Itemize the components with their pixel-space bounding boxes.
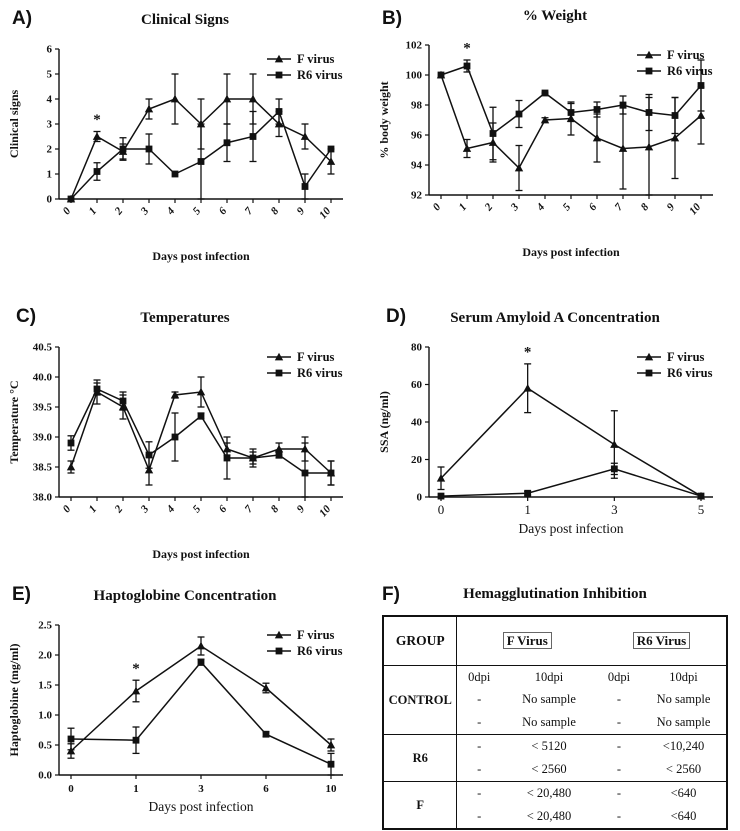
x-axis-ticks: [431, 195, 704, 217]
x-tick-label: 7: [242, 503, 256, 516]
significance-star: *: [463, 40, 471, 57]
hi-cell: -: [597, 782, 641, 806]
hi-cell: <10,240: [641, 735, 727, 759]
square-marker: [276, 648, 283, 655]
square-marker: [646, 370, 653, 377]
panel-letter-f: F): [382, 584, 400, 605]
square-marker: [490, 130, 497, 137]
legend: [637, 350, 713, 380]
hi-cell: -: [477, 762, 482, 776]
series-f-virus: [437, 71, 705, 195]
square-marker: [464, 63, 471, 70]
panel-hemagglutination: [370, 570, 740, 831]
y-axis-label: % body weight: [377, 81, 391, 159]
x-axis-label: Days post infection: [152, 547, 250, 561]
y-tick-label: 40.0: [32, 371, 52, 384]
triangle-marker: [67, 463, 75, 471]
dpi-header-row: [383, 666, 727, 689]
y-tick-label: 38.0: [32, 491, 52, 504]
panel-letter-d: D): [386, 306, 407, 327]
hi-cell: -: [597, 735, 641, 759]
square-marker: [672, 112, 679, 119]
square-marker: [620, 102, 627, 109]
y-tick-label: 80: [411, 341, 422, 354]
square-marker: [611, 465, 618, 472]
x-tick-label: 8: [268, 503, 282, 516]
square-marker: [276, 108, 283, 115]
x-axis-label: Days post infection: [518, 521, 624, 536]
chart-title-haptoglobine: Haptoglobine Concentration: [93, 588, 277, 604]
triangle-marker: [93, 132, 101, 140]
dpi-header: 0dpi: [597, 666, 641, 689]
square-marker: [276, 72, 283, 79]
x-tick-label: 3: [508, 201, 522, 214]
x-tick-label: 3: [138, 503, 152, 516]
x-axis-ticks: [61, 199, 334, 221]
y-tick-label: 1.5: [38, 679, 52, 692]
square-marker: [68, 196, 75, 203]
chart-title-serum-amyloid: Serum Amyloid A Concentration: [450, 310, 660, 326]
panel-letter-a: A): [12, 8, 33, 29]
x-axis-ticks: [438, 497, 705, 517]
legend: [267, 52, 343, 82]
triangle-marker: [132, 687, 140, 695]
y-tick-label: 0: [416, 491, 422, 504]
y-tick-label: 6: [46, 43, 52, 56]
x-tick-label: 7: [612, 201, 626, 214]
square-marker: [146, 146, 153, 153]
series-line: [441, 388, 701, 496]
square-marker: [698, 493, 705, 500]
group-label-r6: R6: [383, 735, 457, 782]
legend: [267, 350, 343, 380]
x-tick-label: 2: [482, 201, 496, 214]
y-tick-label: 0.5: [38, 739, 52, 752]
chart-title-temperatures: Temperatures: [140, 310, 230, 326]
hi-cell: -: [616, 692, 622, 706]
y-axis-ticks: [406, 40, 430, 202]
x-tick-label: 2: [112, 205, 126, 218]
square-marker: [120, 398, 127, 405]
square-marker: [68, 440, 75, 447]
x-tick-label: 5: [190, 503, 204, 516]
triangle-marker: [610, 440, 618, 448]
y-tick-label: 94: [411, 159, 422, 172]
x-tick-label: 9: [294, 205, 308, 218]
x-tick-label: 6: [216, 503, 230, 516]
chart-title-weight: % Weight: [522, 8, 588, 24]
f-virus-header-cell: [457, 616, 597, 666]
y-tick-label: 60: [411, 379, 422, 391]
x-tick-label: 8: [638, 201, 652, 214]
legend-label: F virus: [297, 350, 335, 364]
square-marker: [198, 413, 205, 420]
triangle-marker: [171, 95, 179, 103]
y-axis-label: SSA (ng/ml): [377, 391, 391, 453]
significance-star: *: [93, 112, 101, 128]
square-marker: [94, 386, 101, 393]
y-tick-label: 39.0: [32, 431, 52, 444]
x-tick-label: 10: [317, 503, 334, 520]
r6-virus-header: R6 Virus: [633, 632, 690, 649]
chart-C-svg: [5, 329, 365, 565]
square-marker: [94, 168, 101, 175]
series-f-virus: [437, 364, 705, 500]
group-header-cell: GROUP: [383, 616, 457, 666]
y-axis-label: Clinical signs: [7, 89, 21, 159]
x-tick-label: 0: [437, 502, 445, 517]
y-tick-label: 100: [405, 69, 422, 82]
legend-label: F virus: [297, 628, 335, 642]
x-tick-label: 5: [560, 201, 574, 214]
square-marker: [438, 493, 445, 500]
square-marker: [172, 434, 179, 441]
y-tick-label: 92: [411, 189, 422, 202]
x-tick-label: 6: [586, 201, 600, 214]
square-marker: [646, 68, 653, 75]
legend-label: R6 virus: [297, 68, 343, 82]
square-marker: [172, 171, 179, 178]
panel-clinical-signs: [0, 0, 370, 280]
group-label-control: CONTROL: [383, 666, 457, 735]
square-marker: [594, 106, 601, 113]
panel-temperatures: [0, 280, 370, 570]
x-tick-label: 10: [325, 783, 337, 795]
y-tick-label: 2: [46, 143, 52, 156]
significance-star: *: [523, 344, 532, 361]
x-tick-label: 1: [86, 205, 100, 218]
hi-cell: No sample: [522, 692, 576, 706]
square-marker: [328, 470, 335, 477]
table-row: [383, 782, 727, 806]
triangle-marker: [523, 384, 531, 392]
hi-cell: -: [477, 715, 482, 729]
hi-cell: -: [477, 692, 482, 706]
x-tick-label: 3: [138, 205, 152, 218]
hi-cell: < 2560: [665, 762, 702, 776]
chart-D-svg: [375, 329, 735, 545]
y-tick-label: 96: [411, 129, 422, 142]
square-marker: [198, 659, 205, 666]
chart-clinical-signs: [0, 31, 370, 267]
y-tick-label: 1.0: [38, 709, 52, 722]
hi-cell: -: [457, 782, 501, 806]
x-tick-label: 9: [294, 503, 308, 516]
chart-haptoglobine: [0, 607, 370, 823]
square-marker: [146, 452, 153, 459]
square-marker: [120, 146, 127, 153]
table-header-row: [383, 616, 727, 666]
square-marker: [568, 109, 575, 116]
panel-letter-e: E): [12, 584, 31, 605]
x-axis-label: Days post infection: [148, 799, 254, 814]
y-tick-label: 3: [46, 118, 52, 131]
square-marker: [328, 146, 335, 153]
square-marker: [328, 761, 335, 768]
x-axis-ticks: [61, 497, 334, 519]
y-axis-ticks: [33, 342, 59, 504]
chart-temperatures: [0, 329, 370, 565]
x-tick-label: 0: [430, 201, 444, 214]
legend-label: F virus: [297, 52, 335, 66]
series-line: [71, 662, 331, 764]
legend-label: F virus: [667, 350, 705, 364]
x-tick-label: 5: [190, 205, 204, 218]
y-tick-label: 40.5: [32, 341, 52, 354]
hi-cell: < 20,480: [501, 782, 597, 806]
square-marker: [646, 109, 653, 116]
x-tick-label: 9: [664, 201, 678, 214]
x-tick-label: 4: [534, 201, 548, 214]
hi-cell: -: [616, 809, 622, 823]
y-tick-label: 98: [411, 99, 422, 112]
square-marker: [263, 731, 270, 738]
dpi-header: 10dpi: [641, 666, 727, 689]
hi-cell: -: [457, 735, 501, 759]
y-tick-label: 4: [46, 93, 52, 106]
x-tick-label: 1: [133, 783, 139, 795]
square-marker: [698, 82, 705, 89]
panel-weight: [370, 0, 740, 280]
square-marker: [302, 183, 309, 190]
hi-cell: No sample: [522, 715, 576, 729]
hi-cell: -: [616, 715, 622, 729]
hi-cell: < 5120: [501, 735, 597, 759]
legend-label: R6 virus: [297, 644, 343, 658]
y-tick-label: 0: [46, 193, 52, 206]
y-axis-ticks: [411, 342, 429, 504]
legend: [267, 628, 343, 658]
series-r6-virus: [438, 60, 705, 160]
x-tick-label: 0: [60, 503, 74, 516]
panel-serum-amyloid: [370, 280, 740, 570]
hi-cell: < 2560: [531, 762, 567, 776]
triangle-marker: [301, 132, 309, 140]
x-axis-label: Days post infection: [152, 249, 250, 263]
square-marker: [224, 455, 231, 462]
y-axis-ticks: [38, 620, 59, 782]
hi-cell: < 20,480: [526, 809, 572, 823]
series-r6-virus: [438, 463, 705, 499]
square-marker: [250, 455, 257, 462]
x-tick-label: 3: [611, 502, 618, 517]
x-tick-label: 6: [216, 205, 230, 218]
chart-title-clinical-signs: Clinical Signs: [141, 12, 229, 28]
square-marker: [276, 370, 283, 377]
x-tick-label: 10: [687, 201, 704, 218]
y-axis-ticks: [47, 44, 60, 206]
x-tick-label: 5: [697, 502, 705, 517]
y-axis-label: Temperature °C: [7, 380, 21, 464]
y-tick-label: 0.0: [38, 769, 52, 782]
y-tick-label: 38.5: [32, 461, 52, 474]
x-tick-label: 3: [198, 783, 204, 795]
hi-cell: -: [616, 762, 622, 776]
y-axis-label: Haptoglobine (mg/ml): [7, 643, 21, 757]
y-tick-label: 20: [411, 454, 422, 466]
hi-cell: <640: [641, 782, 727, 806]
square-marker: [302, 470, 309, 477]
r6-virus-header-cell: [597, 616, 727, 666]
square-marker: [250, 133, 257, 140]
legend-label: F virus: [667, 48, 705, 62]
x-tick-label: 0: [60, 205, 74, 218]
y-tick-label: 2.5: [38, 619, 52, 632]
chart-B-svg: [375, 27, 735, 263]
x-tick-label: 10: [317, 205, 334, 222]
square-marker: [524, 490, 531, 497]
triangle-marker: [697, 111, 705, 119]
x-tick-label: 1: [524, 502, 531, 517]
legend-label: R6 virus: [297, 366, 343, 380]
square-marker: [438, 72, 445, 79]
square-marker: [516, 111, 523, 118]
x-tick-label: 0: [68, 783, 74, 795]
y-tick-label: 1: [46, 168, 52, 181]
y-tick-label: 102: [405, 39, 422, 52]
x-axis-label: Days post infection: [522, 245, 620, 259]
x-tick-label: 4: [164, 503, 178, 516]
panel-letter-c: C): [16, 306, 37, 327]
dpi-header: 0dpi: [457, 666, 501, 689]
group-label-f: F: [383, 782, 457, 830]
square-marker: [224, 139, 231, 146]
f-virus-header: F Virus: [503, 632, 552, 649]
square-marker: [68, 736, 75, 743]
dpi-header: 10dpi: [501, 666, 597, 689]
significance-star: *: [132, 661, 140, 677]
x-tick-label: 8: [268, 205, 282, 218]
hi-cell: No sample: [656, 715, 711, 729]
y-tick-label: 40: [411, 416, 422, 429]
hi-cell: -: [477, 809, 482, 823]
x-tick-label: 1: [456, 201, 470, 214]
x-tick-label: 6: [263, 783, 269, 795]
x-axis-ticks: [68, 775, 337, 795]
legend-label: R6 virus: [667, 366, 713, 380]
x-tick-label: 1: [86, 503, 100, 516]
legend-label: R6 virus: [667, 64, 713, 78]
panel-letter-b: B): [382, 8, 403, 29]
chart-A-svg: [5, 31, 365, 267]
square-marker: [133, 737, 140, 744]
y-tick-label: 2.0: [38, 649, 52, 662]
chart-E-svg: [5, 607, 365, 823]
square-marker: [276, 452, 283, 459]
hi-cell: <640: [670, 809, 697, 823]
x-tick-label: 4: [164, 205, 178, 218]
panel-haptoglobine: [0, 570, 370, 831]
hemagglutination-table: [382, 615, 728, 830]
chart-weight: [370, 27, 740, 263]
triangle-marker: [262, 684, 270, 692]
hi-cell: No sample: [656, 692, 711, 706]
square-marker: [542, 90, 549, 97]
triangle-marker: [197, 642, 205, 650]
y-tick-label: 5: [46, 68, 52, 81]
chart-serum-amyloid: [370, 329, 740, 545]
x-tick-label: 2: [112, 503, 126, 516]
table-title-hemagglutination: Hemagglutination Inhibition: [463, 586, 647, 602]
y-tick-label: 39.5: [32, 401, 52, 414]
square-marker: [198, 158, 205, 165]
x-tick-label: 7: [242, 205, 256, 218]
table-row: [383, 735, 727, 759]
